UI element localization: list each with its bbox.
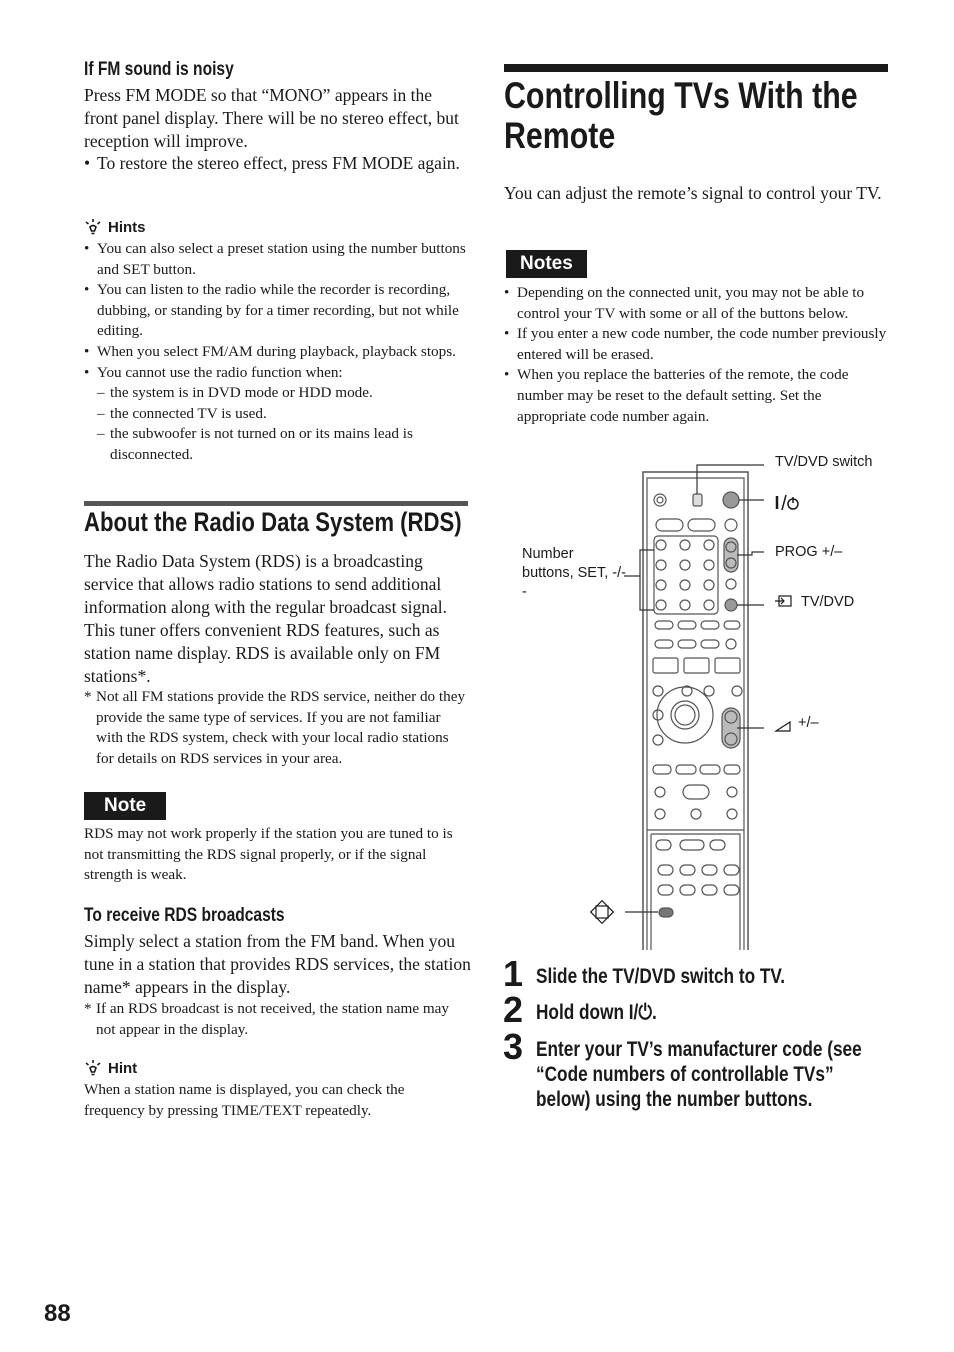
intro-paragraph: You can adjust the remote’s signal to control your TV. [504,183,882,203]
hint-subitem: – the subwoofer is not turned on or its mains lead is disconnected. [97,424,468,465]
hint-item: • When you select FM/AM during playback, playback stops. [84,342,468,363]
fm-bullet-list [84,152,468,175]
hint-sublist [97,383,468,465]
notes-label: Notes [506,250,587,278]
section-rule [84,501,468,506]
hint-label: Hint [108,1059,138,1077]
notes-label-box [506,250,587,278]
step-number: 1 [503,953,524,994]
lightbulb-icon [84,1059,102,1077]
hints-list [84,239,468,466]
note-item: • Depending on the connected unit, you may not be able to control your TV with some or all of the buttons below. [504,283,888,324]
callout-input: TV/DVD [801,594,855,610]
note-item: • If you enter a new code number, the code number previously entered will be erased. [504,324,888,365]
receive-paragraph: Simply select a station from the FM band. When you tune in a station that provides RDS services, the station name* appears in the display. [84,931,471,997]
rds-footnote [84,687,468,769]
page-number: 88 [44,1300,71,1327]
step-number: 3 [503,1026,524,1067]
rds-paragraph: The Radio Data System (RDS) is a broadcasting service that allows radio stations to send additional information along with the regular broadcast signal. This tuner offers convenient RDS features, such as station name display. RDS is available only on FM stations*. [84,551,448,686]
step-text: Hold down I/⏻. [536,1001,657,1024]
callout-tv-dvd-switch: TV/DVD switch [775,454,873,470]
hint-item: • You can also select a preset station using the number buttons and SET button. [84,239,468,280]
fm-heading: If FM sound is noisy [84,59,234,80]
fm-paragraph: Press FM MODE so that “MONO” appears in the front panel display. There will be no stereo effect, but reception will improve. [84,85,459,151]
hint-header [84,1059,137,1077]
notes-list [504,283,888,427]
callout-volume: +/– [798,715,819,731]
title-rule [504,64,888,72]
lightbulb-icon [84,218,102,236]
receive-footnote-text: If an RDS broadcast is not received, the station name may not appear in the display. [96,1000,450,1038]
hint-text: When a station name is displayed, you can check the frequency by pressing TIME/TEXT repeatedly. [84,1081,405,1119]
rds-footnote-text: Not all FM stations provide the RDS service, neither do they provide the same type of services. If you are not familiar with the RDS system, check with your local radio stations for details on RDS services in your area. [96,688,466,767]
hints-header [84,218,146,236]
remote-control-illustration [500,450,900,955]
note-text: RDS may not work properly if the station you are tuned to is not transmitting the RDS signal properly, or if the signal strength is weak. [84,825,453,884]
receive-heading: To receive RDS broadcasts [84,905,285,926]
callout-number-buttons: Number buttons, SET, -/-- [522,546,626,600]
shift-icon [591,901,614,924]
hint-subitem: – the connected TV is used. [97,404,468,425]
receive-footnote [84,999,468,1040]
note-label: Note [84,792,166,820]
step-text: Enter your TV’s manufacturer code (see “Code numbers of controllable TVs” below) using the number buttons. [536,1038,862,1111]
note-label-box [84,792,166,820]
hint-item [84,363,468,466]
note-item: • When you replace the batteries of the remote, the code number may be reset to the default setting. Set the appropriate code number again. [504,365,888,427]
hints-label: Hints [108,218,146,236]
step-number: 2 [503,989,524,1030]
callout-prog: PROG +/– [775,544,843,560]
hint-subitem: – the system is in DVD mode or HDD mode. [97,383,468,404]
step-text: Slide the TV/DVD switch to TV. [536,965,786,988]
page-title: Controlling TVs With the Remote [504,75,858,156]
footnote-asterisk: * [84,688,92,705]
fm-bullet: • To restore the stereo effect, press FM MODE again. [84,152,468,175]
hint-item: • You can listen to the radio while the recorder is recording, dubbing, or standing by for a timer recording, but not while editing. [84,280,468,342]
footnote-asterisk: * [84,1000,92,1017]
hint-item-text: You cannot use the radio function when: [97,363,343,381]
rds-heading: About the Radio Data System (RDS) [84,507,462,537]
